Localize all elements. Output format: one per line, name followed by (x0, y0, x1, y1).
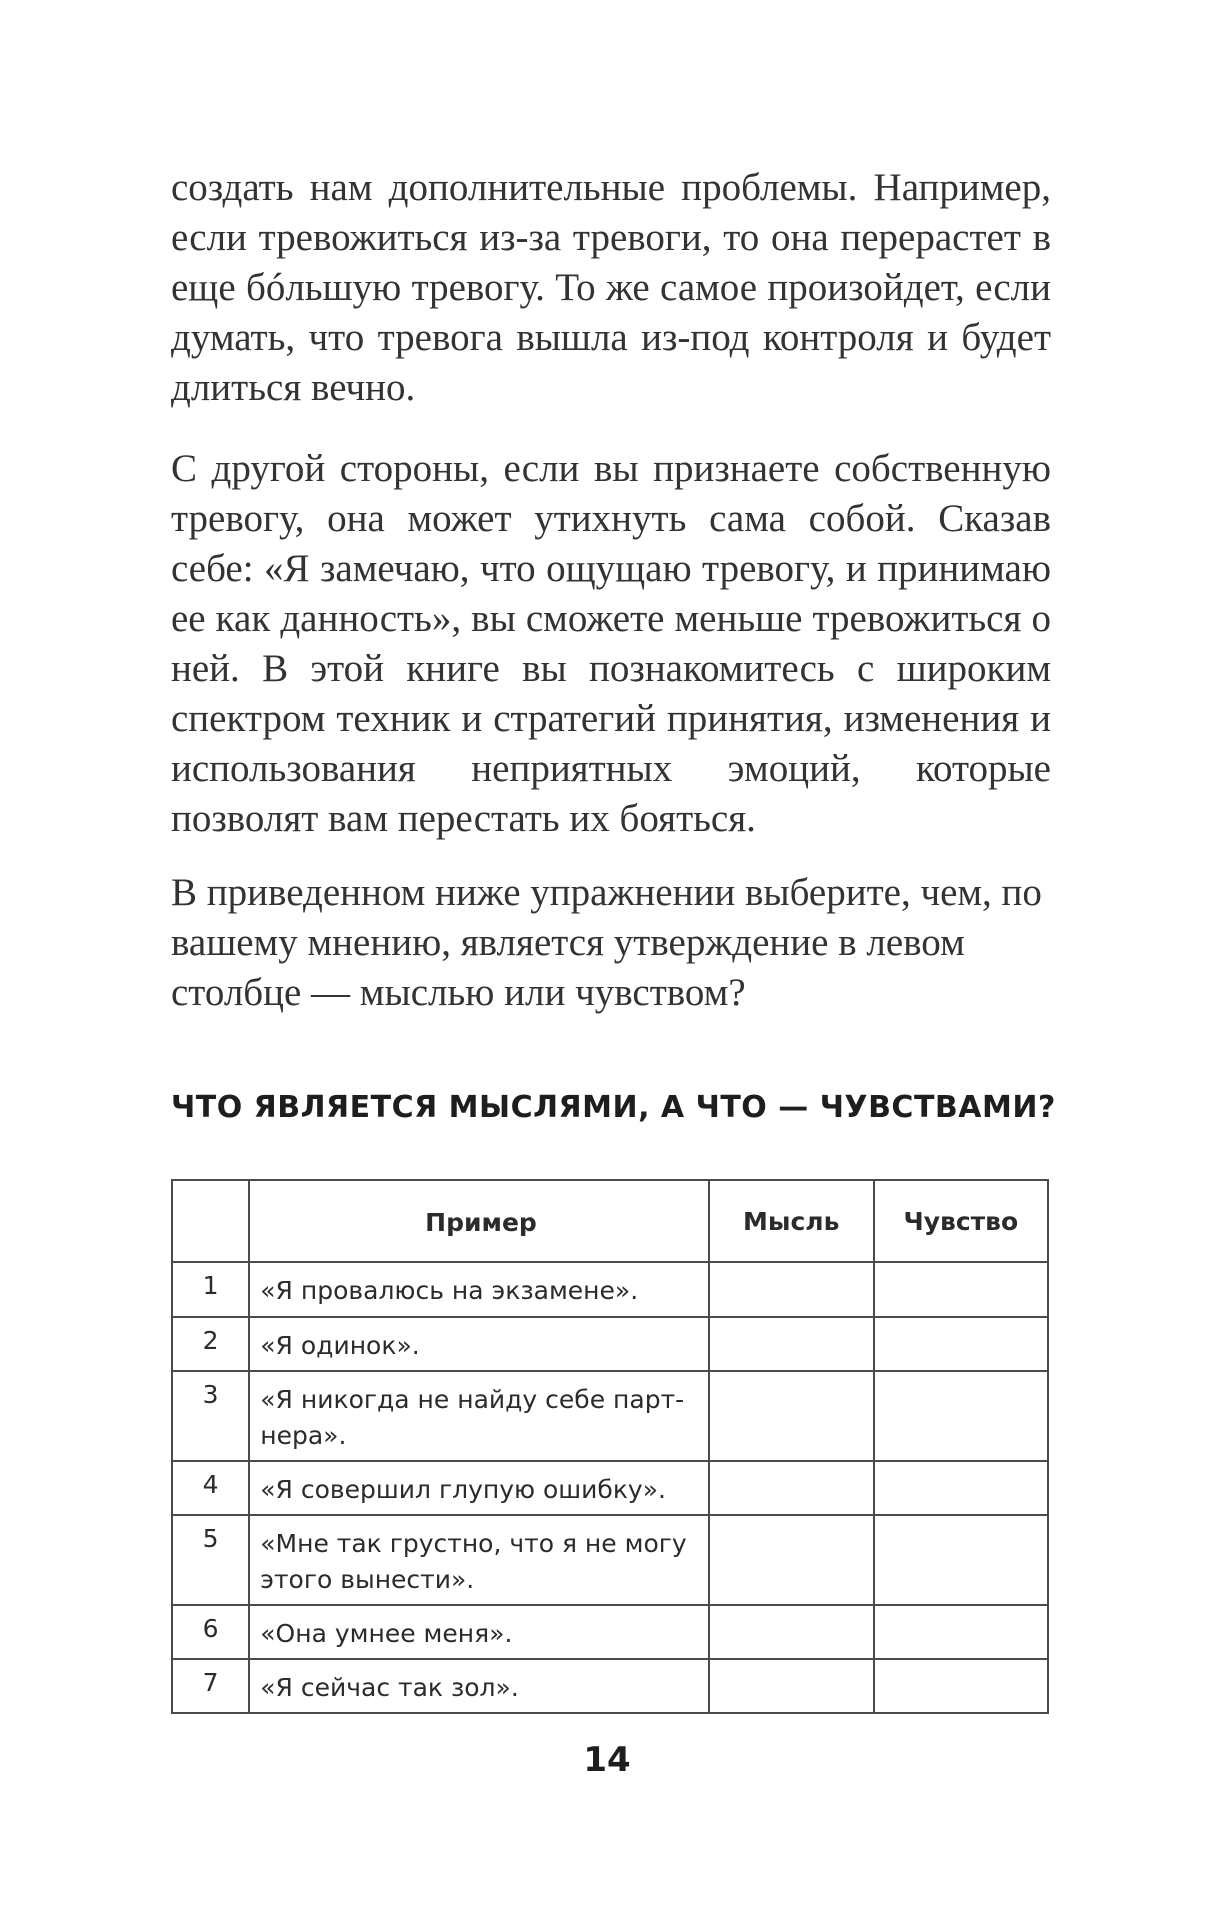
feeling-cell[interactable] (874, 1659, 1048, 1713)
feeling-cell[interactable] (874, 1262, 1048, 1317)
paragraph-3: В приведенном ниже упражнении выберите, чем, по вашему мнению, является утверждение в левом столбце — мыслью или чувством? (171, 871, 1042, 1014)
row-example: «Я одинок». (249, 1317, 708, 1371)
thought-cell[interactable] (709, 1659, 874, 1713)
header-feeling: Чувство (874, 1180, 1048, 1262)
header-number (172, 1180, 249, 1262)
row-number: 2 (172, 1317, 249, 1371)
thought-cell[interactable] (709, 1515, 874, 1605)
feeling-cell[interactable] (874, 1515, 1048, 1605)
table-row (172, 1605, 1048, 1659)
table-row (172, 1461, 1048, 1515)
table-header-row (172, 1180, 1048, 1262)
row-example: «Мне так грустно, что я не могу этого вынести». (249, 1515, 708, 1605)
row-number: 5 (172, 1515, 249, 1605)
table-row (172, 1371, 1048, 1461)
feeling-cell[interactable] (874, 1371, 1048, 1461)
row-number: 3 (172, 1371, 249, 1461)
header-example: Пример (249, 1180, 708, 1262)
table-row (172, 1515, 1048, 1605)
row-example: «Я сейчас так зол». (249, 1659, 708, 1713)
row-number: 7 (172, 1659, 249, 1713)
thought-cell[interactable] (709, 1605, 874, 1659)
row-example: «Я никогда не найду себе парт-нера». (249, 1371, 708, 1461)
feeling-cell[interactable] (874, 1317, 1048, 1371)
row-number: 4 (172, 1461, 249, 1515)
feeling-cell[interactable] (874, 1461, 1048, 1515)
thought-cell[interactable] (709, 1262, 874, 1317)
table-row (172, 1659, 1048, 1713)
paragraph-2: С другой стороны, если вы признаете собственную тревогу, она может утихнуть сама собой. Сказав себе: «Я замечаю, что ощущаю тревогу, и принимаю ее как данность», вы сможете меньше тревожиться о ней. В этой книге вы познакомитесь с широким спектром техник и стратегий принятия, изменения и использования неприятных эмоций, которые позволят вам перестать их бояться. (171, 447, 1051, 840)
page-number: 14 (583, 1740, 631, 1780)
row-number: 1 (172, 1262, 249, 1317)
table-row (172, 1262, 1048, 1317)
row-example: «Она умнее меня». (249, 1605, 708, 1659)
exercise-heading: ЧТО ЯВЛЯЕТСЯ МЫСЛЯМИ, А ЧТО — ЧУВСТВАМИ? (171, 1090, 1056, 1125)
feeling-cell[interactable] (874, 1605, 1048, 1659)
thought-cell[interactable] (709, 1317, 874, 1371)
row-example: «Я провалюсь на экзамене». (249, 1262, 708, 1317)
row-number: 6 (172, 1605, 249, 1659)
exercise-table (171, 1179, 1049, 1714)
table-row (172, 1317, 1048, 1371)
thought-cell[interactable] (709, 1371, 874, 1461)
thought-cell[interactable] (709, 1461, 874, 1515)
paragraph-1: создать нам дополнительные проблемы. Например, если тревожиться из-за тревоги, то она перерастет в еще бóльшую тревогу. То же самое произойдет, если думать, что тревога вышла из-под контроля и будет длиться вечно. (171, 166, 1051, 409)
header-thought: Мысль (709, 1180, 874, 1262)
row-example: «Я совершил глупую ошибку». (249, 1461, 708, 1515)
